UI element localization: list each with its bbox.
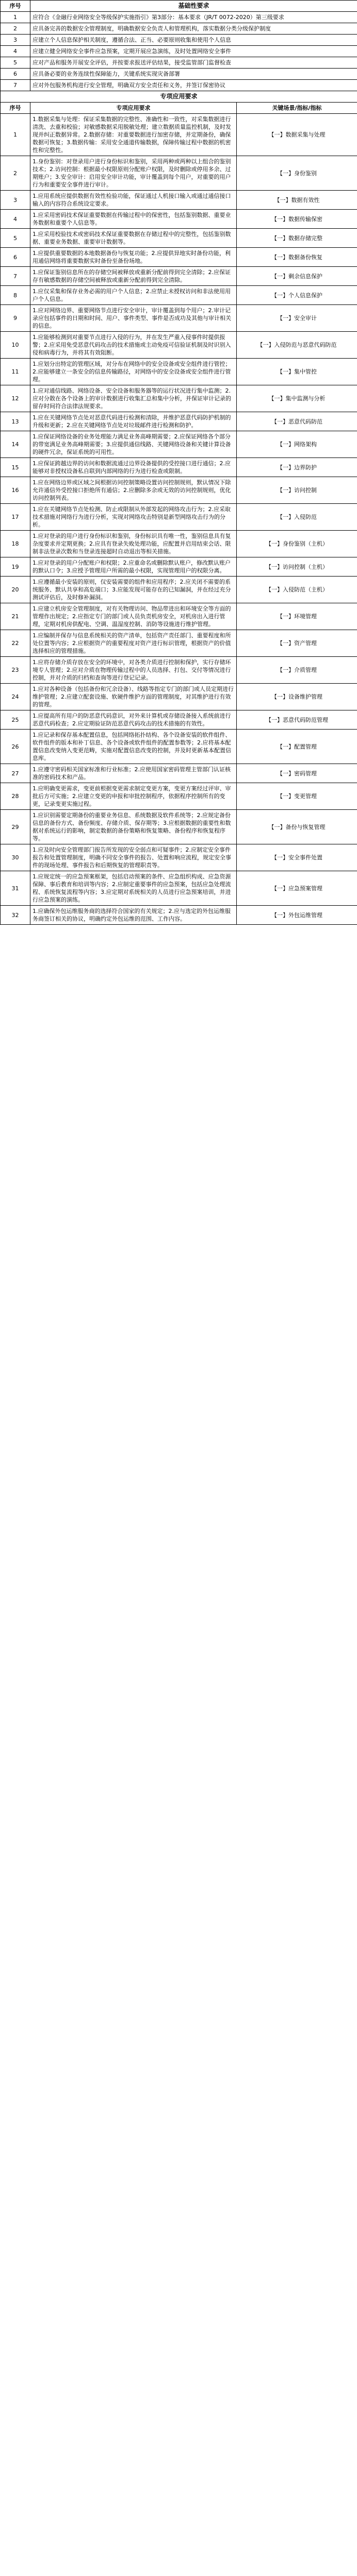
specific-row-requirement: 1.应确保外包运维服务商的选择符合国家的有关规定；2.应与选定的外包运维服务商签订相关的协议，明确约定外包运维的范围、工作内容。 <box>30 906 237 925</box>
specific-row-requirement: 1.应及时向安全管理部门报告所发现的安全弱点和可疑事件；2.应制定安全事件报告和处置管理制度，明确不同安全事件的报告、处置和响应流程，规定安全事件的现场处理、事件报告和后期恢复的管理职责等。 <box>30 844 237 871</box>
specific-table-row <box>1 630 357 657</box>
specific-row-number: 20 <box>1 577 30 603</box>
specific-table-row <box>1 531 357 557</box>
basic-table-row <box>1 23 357 35</box>
specific-table-row <box>1 844 357 871</box>
specific-row-number: 29 <box>1 810 30 844</box>
specific-row-number: 22 <box>1 630 30 657</box>
specific-table-row <box>1 730 357 764</box>
specific-row-tag: 【一】数据存储完整 <box>237 229 357 248</box>
specific-row-number: 27 <box>1 764 30 783</box>
specific-row-number: 15 <box>1 458 30 477</box>
basic-header-row <box>1 1 357 12</box>
specific-row-requirement: 1.应保证跨越边界的访问和数据流通过边界设备提供的受控接口进行通信；2.应能够对非授权设备私自联到内部网络的行为进行检查或限制。 <box>30 458 237 477</box>
specific-row-tag: 【一】边界防护 <box>237 458 357 477</box>
specific-row-tag: 【一】恶意代码防范 <box>237 412 357 431</box>
specific-row-tag: 【一】剩余信息保护 <box>237 267 357 286</box>
specific-row-tag: 【一】访问控制（主机） <box>237 557 357 577</box>
specific-row-number: 4 <box>1 210 30 229</box>
specific-row-number: 10 <box>1 332 30 359</box>
specific-table-row <box>1 431 357 458</box>
specific-row-number: 6 <box>1 248 30 267</box>
specific-table-row <box>1 710 357 730</box>
specific-row-number: 26 <box>1 730 30 764</box>
specific-row-number: 11 <box>1 359 30 385</box>
specific-row-tag: 【一】介质管理 <box>237 657 357 684</box>
specific-row-tag: 【一】身份鉴别 <box>237 156 357 191</box>
specific-row-number: 3 <box>1 191 30 210</box>
specific-row-number: 23 <box>1 657 30 684</box>
specific-row-requirement: 1.应仅采集和保存业务必需的用户个人信息；2.应禁止未授权访问和非法使用用户个人信息。 <box>30 286 237 305</box>
specific-row-tag: 【一】数据备份恢复 <box>237 248 357 267</box>
specific-row-requirement: 1.应对登录的用户进行身份标识和鉴别，身份标识具有唯一性，鉴别信息具有复杂度要求并定期更换；2.应具有登录失败处理功能，应配置并启用结束会话、限制非法登录次数和当登录连接超时自动退出等相关措施。 <box>30 531 237 557</box>
basic-table-row <box>1 35 357 46</box>
specific-row-tag: 【一】环境管理 <box>237 603 357 630</box>
specific-row-number: 25 <box>1 710 30 730</box>
specific-table-row <box>1 286 357 305</box>
specific-row-requirement: 1.应对登录的用户分配账户和权限；2.应重命名或删除默认账户，修改默认账户的默认口令；3.应授予管理用户所需的最小权限，实现管理用户的权限分离。 <box>30 557 237 577</box>
specific-table-row <box>1 332 357 359</box>
specific-table-row <box>1 248 357 267</box>
specific-table-row <box>1 114 357 156</box>
specific-row-requirement: 1.应明确变更需求，变更前根据变更需求制定变更方案，变更方案经过评审、审批后方可实施；2.应建立变更的申报和审批控制程序，依据程序控制所有的变更，记录变更实施过程。 <box>30 783 237 810</box>
specific-row-requirement: 1.应在网络边界或区域之间根据访问控制策略设置访问控制规则，默认情况下除允许通信外受控接口拒绝所有通信；2.应删除多余或无效的访问控制规则，优化访问控制列表。 <box>30 477 237 504</box>
basic-table-row <box>1 46 357 57</box>
specific-row-tag: 【一】身份鉴别（主机） <box>237 531 357 557</box>
specific-table-row <box>1 657 357 684</box>
specific-table-row <box>1 871 357 906</box>
specific-section-row <box>1 91 357 103</box>
specific-row-number: 24 <box>1 684 30 710</box>
specific-row-number: 14 <box>1 431 30 458</box>
specific-row-tag: 【一】资产管理 <box>237 630 357 657</box>
specific-row-number: 17 <box>1 504 30 531</box>
specific-row-requirement: 1.应遵循最小安装的原则，仅安装需要的组件和应用程序；2.应关闭不需要的系统服务、默认共享和高危端口；3.应能发现可能存在的已知漏洞，并在经过充分测试评估后，及时修补漏洞。 <box>30 577 237 603</box>
specific-table-row <box>1 385 357 412</box>
specific-row-requirement: 1.应用系统应提供数据有效性检验功能，保证通过人机接口输入或通过通信接口输入的内容符合系统设定要求。 <box>30 191 237 210</box>
specific-row-number: 32 <box>1 906 30 925</box>
basic-requirements-table <box>0 0 357 91</box>
specific-row-number: 16 <box>1 477 30 504</box>
specific-table-row <box>1 267 357 286</box>
specific-row-requirement: 1.数据采集与处理：保证采集数据的完整性、准确性和一致性，对采集数据进行清洗、去重和校验；对敏感数据采用脱敏处理；建立数据质量监控机制，及时发现并纠正数据异常。2.数据存储：对重要数据进行加密存储，并定期备份，确保数据可恢复；3.数据传输：采用安全通道传输数据，保障传输过程中数据的机密性和完整性。 <box>30 114 237 156</box>
basic-table-body <box>1 12 357 91</box>
specific-row-requirement: 1.应将存储介质存放在安全的环境中，对各类介质进行控制和保护，实行存储环境专人管理；2.应对介质在物理传输过程中的人员选择、打包、交付等情况进行控制，并对介质的归档和查询等进行登记记录。 <box>30 657 237 684</box>
specific-row-number: 8 <box>1 286 30 305</box>
specific-row-requirement: 1.身份鉴别：对登录用户进行身份标识和鉴别，采用两种或两种以上组合的鉴别技术；2.访问控制：根据最小权限原则分配账户权限，及时删除或停用多余、过期账户；3.安全审计：启用安全审计功能，审计覆盖到每个用户，对重要的用户行为和重要安全事件进行审计。 <box>30 156 237 191</box>
specific-table-row <box>1 603 357 630</box>
basic-row-number: 3 <box>1 35 30 46</box>
specific-row-tag: 【一】密码管理 <box>237 764 357 783</box>
specific-row-number: 31 <box>1 871 30 906</box>
specific-row-requirement: 1.应采用校验技术或密码技术保证重要数据在存储过程中的完整性，包括鉴别数据、重要业务数据、重要审计数据等。 <box>30 229 237 248</box>
specific-row-requirement: 1.应能够检测到对重要节点进行入侵的行为，并在发生严重入侵事件时提供报警；2.应采用免受恶意代码攻击的技术措施或主动免疫可信验证机制及时识别入侵和病毒行为，并将其有效阻断。 <box>30 332 237 359</box>
specific-row-tag: 【一】个人信息保护 <box>237 286 357 305</box>
specific-row-requirement: 1.应建立机房安全管理制度，对有关物理访问、物品带进出和环境安全等方面的管理作出规定；2.应指定专门的部门或人员负责机房安全，对机房出入进行管理，定期对机房供配电、空调、温湿度控制、消防等设施进行维护管理。 <box>30 603 237 630</box>
specific-row-tag: 【一】数据有效性 <box>237 191 357 210</box>
specific-row-tag: 【一】备份与恢复管理 <box>237 810 357 844</box>
basic-row-text: 应对产品和服务开展安全评估，并按要求报送评估结果，接受监管部门监督检查 <box>30 57 357 69</box>
specific-row-number: 30 <box>1 844 30 871</box>
basic-row-number: 1 <box>1 12 30 23</box>
basic-row-text: 应具备完善的数据安全管理制度，明确数据安全负责人和管理机构，落实数据分类分级保护制度 <box>30 23 357 35</box>
specific-row-tag: 【一】访问控制 <box>237 477 357 504</box>
basic-table-row <box>1 57 357 69</box>
specific-row-number: 28 <box>1 783 30 810</box>
basic-col-num: 序号 <box>1 1 30 12</box>
basic-row-number: 7 <box>1 80 30 91</box>
specific-row-tag: 【一】数据采集与处理 <box>237 114 357 156</box>
specific-row-tag: 【一】集中管控 <box>237 359 357 385</box>
specific-row-requirement: 1.应遵守密码相关国家标准和行业标准；2.应使用国家密码管理主管部门认证核准的密码技术和产品。 <box>30 764 237 783</box>
basic-row-text: 应建立个人信息保护相关制度，遵循合法、正当、必要原则收集和使用个人信息 <box>30 35 357 46</box>
specific-col-tag: 关键场景/指标/指标 <box>237 103 357 114</box>
basic-row-number: 5 <box>1 57 30 69</box>
specific-row-requirement: 1.应保证网络设备的业务处理能力满足业务高峰期需要；2.应保证网络各个部分的带宽满足业务高峰期需要；3.应提供通信线路、关键网络设备和关键计算设备的硬件冗余，保证系统的可用性。 <box>30 431 237 458</box>
specific-row-number: 5 <box>1 229 30 248</box>
specific-row-requirement: 1.应对通信线路、网络设备、安全设备和服务器等的运行状况进行集中监测；2.应对分散在各个设备上的审计数据进行收集汇总和集中分析，并保证审计记录的留存时间符合法律法规要求。 <box>30 385 237 412</box>
specific-row-number: 13 <box>1 412 30 431</box>
specific-row-tag: 【一】数据传输保密 <box>237 210 357 229</box>
specific-row-tag: 【一】网络架构 <box>237 431 357 458</box>
specific-row-number: 7 <box>1 267 30 286</box>
specific-section-title: 专项应用要求 <box>1 91 357 103</box>
specific-row-tag: 【一】集中监测与分析 <box>237 385 357 412</box>
specific-row-number: 21 <box>1 603 30 630</box>
specific-table-row <box>1 305 357 332</box>
specific-table-row <box>1 156 357 191</box>
specific-table-row <box>1 577 357 603</box>
specific-col-req: 专项应用要求 <box>30 103 237 114</box>
specific-col-num: 序号 <box>1 103 30 114</box>
specific-requirements-table <box>0 91 357 925</box>
basic-table-row <box>1 12 357 23</box>
specific-row-requirement: 1.应提供重要数据的本地数据备份与恢复功能；2.应提供异地实时备份功能，利用通信网络将重要数据实时备份至备份场地。 <box>30 248 237 267</box>
specific-row-requirement: 1.应识别需要定期备份的重要业务信息、系统数据及软件系统等；2.应规定备份信息的备份方式、备份频度、存储介质、保存期等；3.应根据数据的重要性和数据对系统运行的影响，制定数据的备份策略和恢复策略、备份程序和恢复程序等。 <box>30 810 237 844</box>
specific-row-requirement: 1.应在关键网络节点处对恶意代码进行检测和清除，并维护恶意代码防护机制的升级和更新；2.应在关键网络节点处对垃圾邮件进行检测和防护。 <box>30 412 237 431</box>
basic-row-text: 应符合《金融行业网络安全等级保护实施指引》第3部分：基本要求（JR/T 0072-2020）第三级要求 <box>30 12 357 23</box>
basic-table-row <box>1 69 357 80</box>
specific-row-requirement: 1.应划分出特定的管理区域，对分布在网络中的安全设备或安全组件进行管控；2.应能够建立一条安全的信息传输路径，对网络中的安全设备或安全组件进行管理。 <box>30 359 237 385</box>
basic-row-number: 2 <box>1 23 30 35</box>
specific-row-number: 2 <box>1 156 30 191</box>
specific-table-row <box>1 210 357 229</box>
basic-row-text: 应建立健全网络安全事件应急预案，定期开展应急演练，及时处置网络安全事件 <box>30 46 357 57</box>
specific-header-row <box>1 103 357 114</box>
specific-table-row <box>1 458 357 477</box>
specific-row-requirement: 1.应保证鉴别信息所在的存储空间被释放或重新分配前得到完全清除；2.应保证存有敏感数据的存储空间被释放或重新分配前得到完全清除。 <box>30 267 237 286</box>
specific-row-tag: 【一】外包运维管理 <box>237 906 357 925</box>
specific-row-requirement: 1.应在关键网络节点处检测、防止或限制从外部发起的网络攻击行为；2.应采取技术措施对网络行为进行分析，实现对网络攻击特别是新型网络攻击行为的分析。 <box>30 504 237 531</box>
specific-row-number: 1 <box>1 114 30 156</box>
specific-row-number: 9 <box>1 305 30 332</box>
specific-row-requirement: 1.应编制并保存与信息系统相关的资产清单，包括资产责任部门、重要程度和所处位置等内容；2.应根据资产的重要程度对资产进行标识管理，根据资产的价值选择相应的管理措施。 <box>30 630 237 657</box>
specific-row-tag: 【一】设备维护管理 <box>237 684 357 710</box>
specific-table-row <box>1 359 357 385</box>
specific-table-row <box>1 504 357 531</box>
specific-table-row <box>1 477 357 504</box>
specific-table-row <box>1 764 357 783</box>
basic-section-title: 基础性要求 <box>30 1 357 12</box>
specific-row-tag: 【一】安全事件处置 <box>237 844 357 871</box>
specific-row-requirement: 1.应对网络边界、重要网络节点进行安全审计，审计覆盖到每个用户；2.审计记录应包括事件的日期和时间、用户、事件类型、事件是否成功及其他与审计相关的信息。 <box>30 305 237 332</box>
basic-row-number: 6 <box>1 69 30 80</box>
basic-table-row <box>1 80 357 91</box>
specific-row-tag: 【一】入侵防范（主机） <box>237 577 357 603</box>
specific-row-requirement: 1.应记录和保存基本配置信息，包括网络拓扑结构、各个设备安装的软件组件、软件组件的版本和补丁信息、各个设备或软件组件的配置参数等；2.应将基本配置信息改变纳入变更范畴，实施对配置信息改变的控制，并及时更新基本配置信息库。 <box>30 730 237 764</box>
specific-row-tag: 【一】安全审计 <box>237 305 357 332</box>
specific-row-requirement: 1.应提高所有用户的防恶意代码意识，对外来计算机或存储设备接入系统前进行恶意代码检查；2.应定期验证防范恶意代码攻击的技术措施的有效性。 <box>30 710 237 730</box>
specific-row-number: 19 <box>1 557 30 577</box>
specific-row-requirement: 1.应采用密码技术保证重要数据在传输过程中的保密性，包括鉴别数据、重要业务数据和重要个人信息等。 <box>30 210 237 229</box>
specific-table-row <box>1 191 357 210</box>
specific-row-tag: 【一】变更管理 <box>237 783 357 810</box>
specific-row-tag: 【一】入侵防范 <box>237 504 357 531</box>
specific-row-tag: 【一】配置管理 <box>237 730 357 764</box>
specific-table-row <box>1 810 357 844</box>
specific-row-tag: 【一】恶意代码防范管理 <box>237 710 357 730</box>
specific-row-number: 12 <box>1 385 30 412</box>
specific-table-row <box>1 229 357 248</box>
specific-table-row <box>1 783 357 810</box>
basic-row-text: 应具备必要的业务连续性保障能力，关键系统实现灾备部署 <box>30 69 357 80</box>
specific-row-requirement: 1.应对各种设备（包括备份和冗余设备）、线路等指定专门的部门或人员定期进行维护管理；2.应建立配套设施、软硬件维护方面的管理制度，对其维护进行有效的管理。 <box>30 684 237 710</box>
specific-table-row <box>1 684 357 710</box>
specific-table-row <box>1 412 357 431</box>
basic-row-number: 4 <box>1 46 30 57</box>
specific-row-tag: 【一】应急预案管理 <box>237 871 357 906</box>
specific-table-body <box>1 114 357 925</box>
specific-table-row <box>1 557 357 577</box>
specific-table-row <box>1 906 357 925</box>
basic-row-text: 应对外包服务机构进行安全管理，明确双方安全责任和义务，并签订保密协议 <box>30 80 357 91</box>
specific-row-number: 18 <box>1 531 30 557</box>
specific-row-tag: 【一】入侵防范与恶意代码防范 <box>237 332 357 359</box>
specific-row-requirement: 1.应规定统一的应急预案框架，包括启动预案的条件、应急组织构成、应急资源保障、事后教育和培训等内容；2.应制定重要事件的应急预案，包括应急处理流程、系统恢复流程等内容；3.应定期对系统相关的人员进行应急预案培训，并进行应急预案的演练。 <box>30 871 237 906</box>
